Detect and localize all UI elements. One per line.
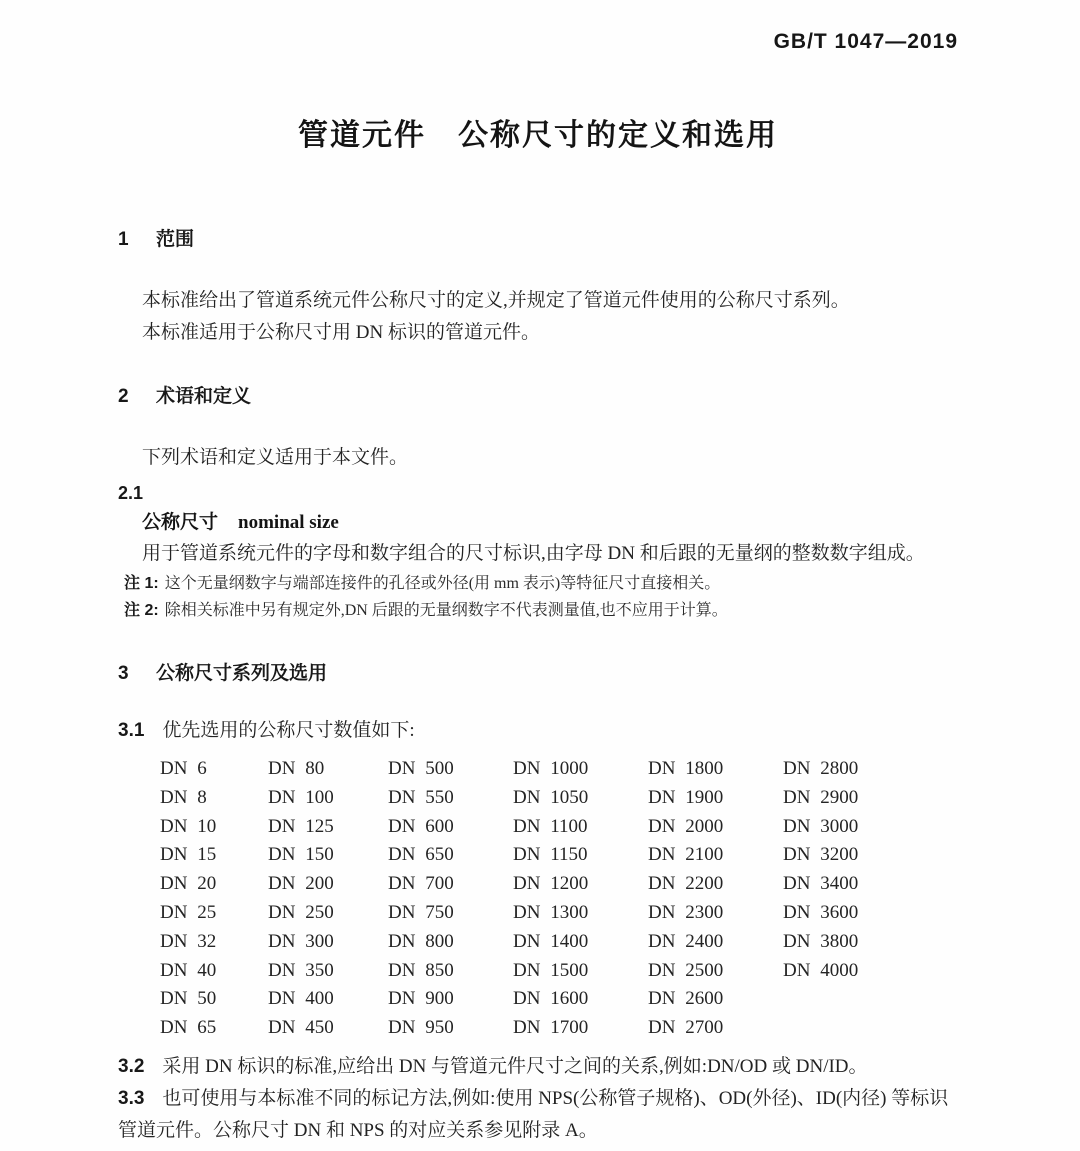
section-2-intro: 下列术语和定义适用于本文件。 xyxy=(142,447,409,468)
dn-cell: DN 100 xyxy=(268,786,334,808)
dn-cell: DN 25 xyxy=(160,901,217,923)
section-1-paragraph-1: 本标准给出了管道系统元件公称尺寸的定义,并规定了管道元件使用的公称尺寸系列。 xyxy=(142,290,850,311)
dn-cell: DN 700 xyxy=(388,873,454,895)
term-line xyxy=(142,508,958,538)
dn-cell: DN 2700 xyxy=(648,1017,724,1039)
dn-cell: DN 3200 xyxy=(783,844,859,866)
dn-cell: DN 850 xyxy=(388,959,454,981)
dn-column xyxy=(160,755,268,1043)
dn-cell: DN 4000 xyxy=(783,959,859,981)
section-2-number: 2 xyxy=(118,386,129,407)
dn-cell: DN 125 xyxy=(268,815,334,837)
clause-3-2-number: 3.2 xyxy=(118,1055,145,1077)
note-1-text: 这个无量纲数字与端部连接件的孔径或外径(用 mm 表示)等特征尺寸直接相关。 xyxy=(164,575,721,592)
dn-cell: DN 2800 xyxy=(783,758,859,779)
section-1-title: 范围 xyxy=(156,229,195,250)
dn-cell: DN 6 xyxy=(160,758,207,779)
dn-cell: DN 300 xyxy=(268,930,334,952)
term-english: nominal size xyxy=(238,512,339,533)
section-2-title: 术语和定义 xyxy=(156,386,252,407)
dn-cell: DN 550 xyxy=(388,786,454,808)
dn-column xyxy=(513,755,648,1043)
dn-cell: DN 65 xyxy=(160,1017,217,1039)
dn-cell: DN 80 xyxy=(268,758,325,779)
dn-cell: DN 450 xyxy=(268,1017,334,1039)
clause-3-1 xyxy=(118,715,958,747)
dn-cell: DN 40 xyxy=(160,959,217,981)
section-3-title: 公称尺寸系列及选用 xyxy=(156,663,328,684)
dn-cell: DN 1700 xyxy=(513,1017,589,1039)
dn-cell: DN 1050 xyxy=(513,786,589,808)
dn-cell: DN 200 xyxy=(268,873,334,895)
document-title: 管道元件 公称尺寸的定义和选用 xyxy=(298,119,778,152)
dn-cell: DN 1400 xyxy=(513,930,589,952)
dn-cell: DN 600 xyxy=(388,815,454,837)
section-3-number: 3 xyxy=(118,663,129,684)
dn-column xyxy=(268,755,388,1043)
dn-cell: DN 650 xyxy=(388,844,454,866)
dn-column xyxy=(648,755,783,1043)
dn-cell: DN 1800 xyxy=(648,758,724,779)
dn-cell: DN 15 xyxy=(160,844,217,866)
dn-column xyxy=(783,755,933,1043)
dn-cell: DN 20 xyxy=(160,873,217,895)
dn-cell: DN 150 xyxy=(268,844,334,866)
dn-cell: DN 950 xyxy=(388,1017,454,1039)
clause-3-1-number: 3.1 xyxy=(118,720,145,741)
dn-cell: DN 1150 xyxy=(513,844,588,866)
dn-column xyxy=(388,755,513,1043)
dn-cell: DN 1200 xyxy=(513,873,589,895)
dn-cell: DN 10 xyxy=(160,815,217,837)
dn-cell: DN 1000 xyxy=(513,758,589,779)
clause-3-2-text: 采用 DN 标识的标准,应给出 DN 与管道元件尺寸之间的关系,例如:DN/OD 或 DN/ID。 xyxy=(162,1055,868,1077)
dn-cell: DN 1100 xyxy=(513,815,588,837)
dn-cell: DN 800 xyxy=(388,930,454,952)
section-2-heading xyxy=(118,381,958,408)
dn-cell: DN 3400 xyxy=(783,873,859,895)
dn-table xyxy=(160,755,958,1043)
dn-cell: DN 250 xyxy=(268,901,334,923)
note-2-label: 注 2: xyxy=(124,602,159,619)
dn-cell: DN 50 xyxy=(160,988,217,1010)
dn-cell: DN 400 xyxy=(268,988,334,1010)
clause-3-2 xyxy=(118,1051,958,1083)
dn-cell: DN 1500 xyxy=(513,959,589,981)
clause-3-3-text: 也可使用与本标准不同的标记方法,例如:使用 NPS(公称管子规格)、OD(外径)、ID(内径) 等标识管道元件。公称尺寸 DN 和 NPS 的对应关系参见附录 A。 xyxy=(118,1087,949,1141)
section-3-heading xyxy=(118,658,958,685)
clause-3-1-text: 优先选用的公称尺寸数值如下: xyxy=(162,720,415,741)
dn-cell: DN 2200 xyxy=(648,873,724,895)
term-definition: 用于管道系统元件的字母和数字组合的尺寸标识,由字母 DN 和后跟的无量纲的整数数字组成。 xyxy=(142,543,925,564)
note-1-label: 注 1: xyxy=(124,575,159,592)
dn-cell: DN 900 xyxy=(388,988,454,1010)
dn-cell: DN 3000 xyxy=(783,815,859,837)
dn-cell: DN 3600 xyxy=(783,901,859,923)
dn-cell: DN 500 xyxy=(388,758,454,779)
dn-cell: DN 2300 xyxy=(648,901,724,923)
dn-cell: DN 1300 xyxy=(513,901,589,923)
section-1-number: 1 xyxy=(118,229,129,250)
dn-cell: DN 3800 xyxy=(783,930,859,952)
term-item-number: 2.1 xyxy=(118,483,144,503)
dn-cell: DN 2400 xyxy=(648,930,724,952)
dn-cell: DN 350 xyxy=(268,959,334,981)
note-2-text: 除相关标准中另有规定外,DN 后跟的无量纲数字不代表测量值,也不应用于计算。 xyxy=(164,602,728,619)
dn-cell: DN 8 xyxy=(160,786,207,808)
standard-code: GB/T 1047—2019 xyxy=(773,30,958,53)
dn-cell: DN 2000 xyxy=(648,815,724,837)
clause-3-3 xyxy=(118,1083,958,1147)
section-1-heading xyxy=(118,224,958,251)
clause-3-3-number: 3.3 xyxy=(118,1087,145,1109)
note-2 xyxy=(124,597,958,624)
dn-cell: DN 1600 xyxy=(513,988,589,1010)
section-1-paragraph-2: 本标准适用于公称尺寸用 DN 标识的管道元件。 xyxy=(142,322,540,343)
dn-cell: DN 750 xyxy=(388,901,454,923)
dn-cell: DN 1900 xyxy=(648,786,724,808)
dn-cell: DN 2500 xyxy=(648,959,724,981)
dn-cell: DN 32 xyxy=(160,930,217,952)
dn-cell: DN 2600 xyxy=(648,988,724,1010)
term-chinese: 公称尺寸 xyxy=(142,512,219,533)
note-1 xyxy=(124,570,958,597)
dn-cell: DN 2900 xyxy=(783,786,859,808)
dn-cell: DN 2100 xyxy=(648,844,724,866)
